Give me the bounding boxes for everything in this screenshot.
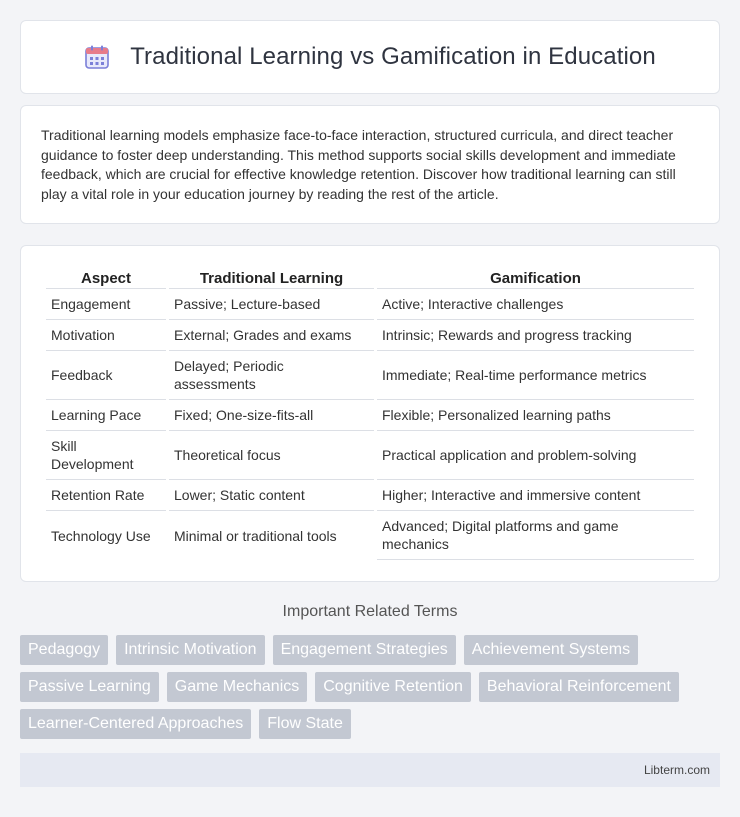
footer bbox=[20, 753, 720, 787]
table-row bbox=[46, 319, 694, 350]
table-header-row bbox=[46, 266, 694, 288]
cell-traditional: Delayed; Periodic assessments bbox=[169, 350, 374, 399]
tag-pedagogy[interactable]: Pedagogy bbox=[20, 635, 108, 665]
cell-traditional: Fixed; One-size-fits-all bbox=[169, 399, 374, 430]
table-row bbox=[46, 510, 694, 560]
table-row bbox=[46, 399, 694, 430]
cell-gamification: Active; Interactive challenges bbox=[377, 288, 694, 319]
cell-gamification: Higher; Interactive and immersive content bbox=[377, 479, 694, 510]
table-row bbox=[46, 430, 694, 479]
cell-aspect: Retention Rate bbox=[46, 479, 166, 510]
tag-flow-state[interactable]: Flow State bbox=[259, 709, 351, 739]
cell-aspect: Technology Use bbox=[46, 510, 166, 560]
tag-achievement-systems[interactable]: Achievement Systems bbox=[464, 635, 638, 665]
cell-traditional: External; Grades and exams bbox=[169, 319, 374, 350]
tag-behavioral-reinforcement[interactable]: Behavioral Reinforcement bbox=[479, 672, 679, 702]
header-gamification: Gamification bbox=[490, 269, 581, 287]
cell-traditional: Theoretical focus bbox=[169, 430, 374, 479]
related-terms-list bbox=[20, 635, 720, 739]
cell-gamification: Immediate; Real-time performance metrics bbox=[377, 350, 694, 399]
header-traditional: Traditional Learning bbox=[199, 269, 344, 287]
header-aspect: Aspect bbox=[80, 269, 132, 287]
tag-cognitive-retention[interactable]: Cognitive Retention bbox=[315, 672, 471, 702]
comparison-table bbox=[43, 266, 697, 560]
cell-traditional: Passive; Lecture-based bbox=[169, 288, 374, 319]
title-card bbox=[20, 20, 720, 94]
comparison-table-card bbox=[20, 245, 720, 582]
intro-text: Traditional learning models emphasize face-to-face interaction, structured curricula, and direct teacher guidance to foster deep understanding. This method supports social skills development and immediate feedback, which are crucial for effective knowledge retention. Discover how traditional learning can still play a vital role in your education journey by reading the rest of the article. bbox=[41, 127, 676, 202]
cell-aspect: Skill Development bbox=[46, 430, 166, 479]
cell-aspect: Engagement bbox=[46, 288, 166, 319]
cell-aspect: Motivation bbox=[46, 319, 166, 350]
calendar-icon bbox=[84, 44, 110, 70]
table-row bbox=[46, 350, 694, 399]
cell-traditional: Minimal or traditional tools bbox=[169, 510, 374, 560]
cell-aspect: Learning Pace bbox=[46, 399, 166, 430]
tag-passive-learning[interactable]: Passive Learning bbox=[20, 672, 159, 702]
cell-gamification: Practical application and problem-solving bbox=[377, 430, 694, 479]
page-title: Traditional Learning vs Gamification in Education bbox=[130, 43, 656, 70]
cell-gamification: Advanced; Digital platforms and game mechanics bbox=[377, 510, 694, 560]
table-row bbox=[46, 288, 694, 319]
tag-engagement-strategies[interactable]: Engagement Strategies bbox=[273, 635, 456, 665]
table-row bbox=[46, 479, 694, 510]
footer-link[interactable]: Libterm.com bbox=[643, 763, 710, 777]
cell-traditional: Lower; Static content bbox=[169, 479, 374, 510]
intro-card bbox=[20, 105, 720, 224]
tag-learner-centered-approaches[interactable]: Learner-Centered Approaches bbox=[20, 709, 251, 739]
cell-gamification: Intrinsic; Rewards and progress tracking bbox=[377, 319, 694, 350]
tag-game-mechanics[interactable]: Game Mechanics bbox=[167, 672, 308, 702]
cell-gamification: Flexible; Personalized learning paths bbox=[377, 399, 694, 430]
related-terms-title: Important Related Terms bbox=[282, 603, 458, 620]
tag-intrinsic-motivation[interactable]: Intrinsic Motivation bbox=[116, 635, 265, 665]
cell-aspect: Feedback bbox=[46, 350, 166, 399]
